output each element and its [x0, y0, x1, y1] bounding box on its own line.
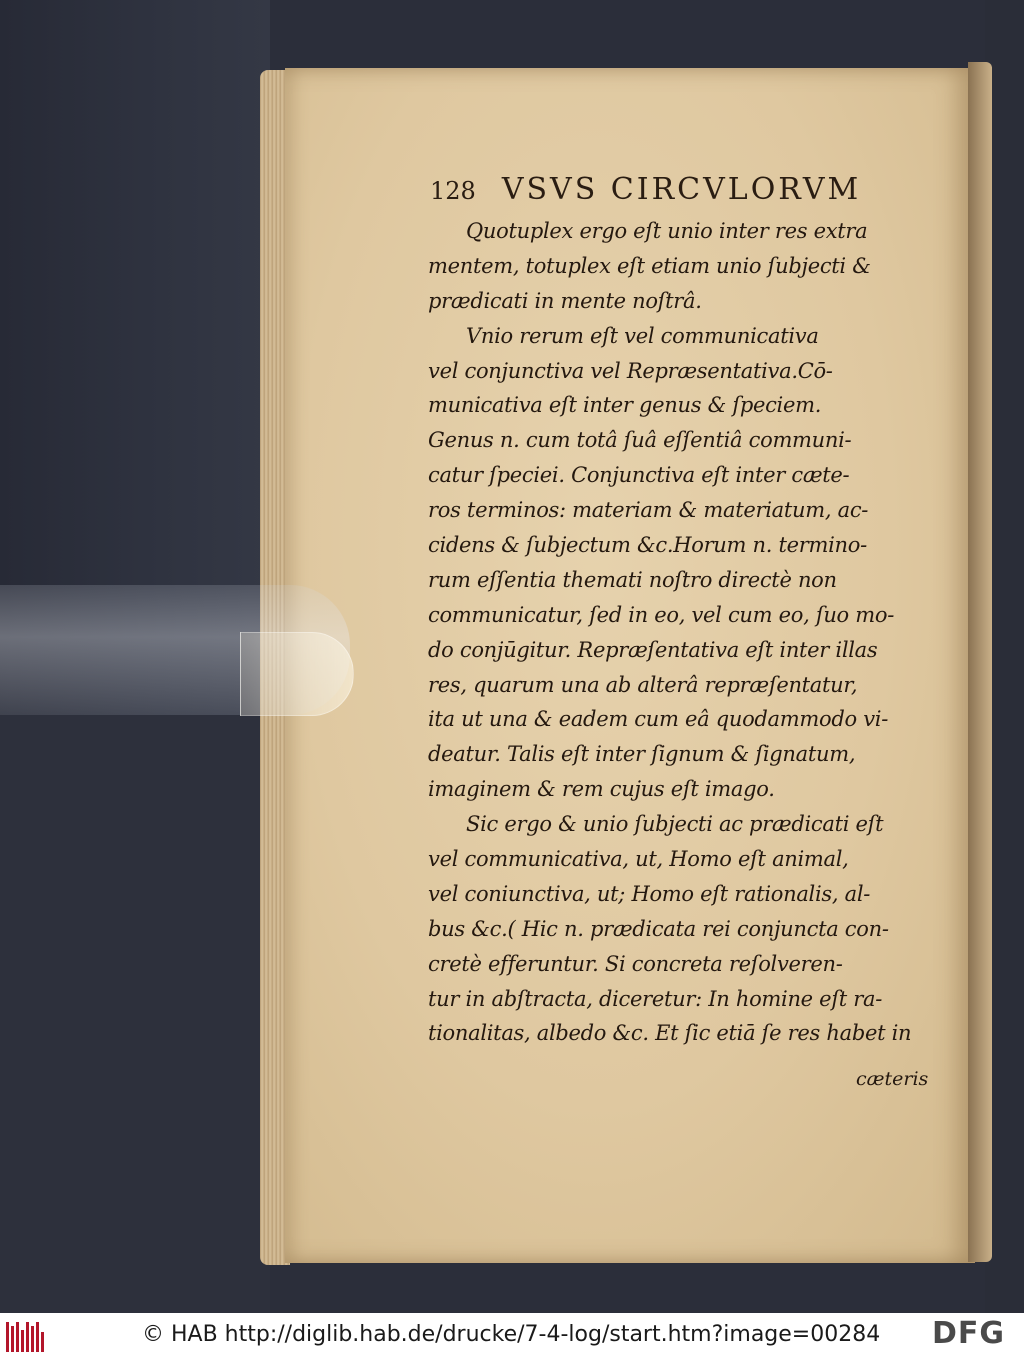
text-line: Vnio rerum eſt vel communicativa: [466, 323, 819, 348]
text-line: deatur. Talis eſt inter ſignum & ſignatum,: [428, 742, 856, 767]
text-line: ita ut una & eadem cum eâ quodammodo vi-: [428, 707, 888, 732]
text-line: Sic ergo & unio ſubjecti ac prædicati eſt: [466, 812, 884, 837]
page-number: 128: [430, 177, 476, 205]
text-line: vel coniunctiva, ut; Homo eſt rationalis, al-: [428, 881, 871, 906]
text-line: catur ſpeciei. Conjunctiva eſt inter cæte-: [428, 463, 850, 488]
text-line: Quotuplex ergo eſt unio inter res extra: [466, 219, 868, 243]
glass-weight-tip: [240, 632, 354, 716]
text-line: imaginem & rem cujus eſt imago.: [428, 777, 775, 802]
text-line: tur in abſtracta, diceretur: In homine eſt ra-: [428, 986, 883, 1011]
running-head: VSVS CIRCVLORVM: [501, 172, 862, 207]
text-line: Genus n. cum totâ ſuâ eſſentiâ communi-: [428, 428, 852, 453]
text-line: cretè efferuntur. Si concreta reſolveren-: [428, 951, 843, 976]
text-line: mentem, totuplex eſt etiam unio ſubjecti &: [428, 253, 871, 278]
text-line: res, quarum una ab alterâ repræſentatur,: [428, 672, 858, 697]
text-line: tionalitas, albedo &c. Et ſic etiā ſe res habet in: [428, 1021, 912, 1046]
text-line: rum eſſentia themati noſtro directè non: [428, 567, 837, 592]
text-line: ros terminos: materiam & materiatum, ac-: [428, 498, 869, 523]
facing-page-edge: [968, 62, 992, 1262]
text-line: do conjūgitur. Repræſentativa eſt inter illas: [428, 637, 878, 662]
body-text: [428, 214, 963, 1051]
dark-background-lower: [0, 715, 270, 1313]
page-header: [430, 172, 950, 212]
text-line: vel conjunctiva vel Repræsentativa.Cō-: [428, 358, 833, 383]
text-line: communicatur, ſed in eo, vel cum eo, ſuo mo-: [428, 602, 895, 627]
text-line: vel communicativa, ut, Homo eſt animal,: [428, 847, 849, 872]
catchword: cæteris: [856, 1068, 929, 1090]
footer-citation: © HAB http://diglib.hab.de/drucke/7-4-log/start.htm?image=00284: [142, 1322, 881, 1347]
text-line: municativa eſt inter genus & ſpeciem.: [428, 393, 822, 418]
text-line: bus &c.( Hic n. prædicata rei conjuncta con-: [428, 916, 889, 941]
text-line: cidens & ſubjectum &c.Horum n. termino-: [428, 533, 867, 558]
dfg-logo: DFG: [932, 1316, 1006, 1351]
text-line: prædicati in mente noſtrâ.: [428, 288, 702, 313]
hab-logo-icon: [6, 1318, 46, 1352]
